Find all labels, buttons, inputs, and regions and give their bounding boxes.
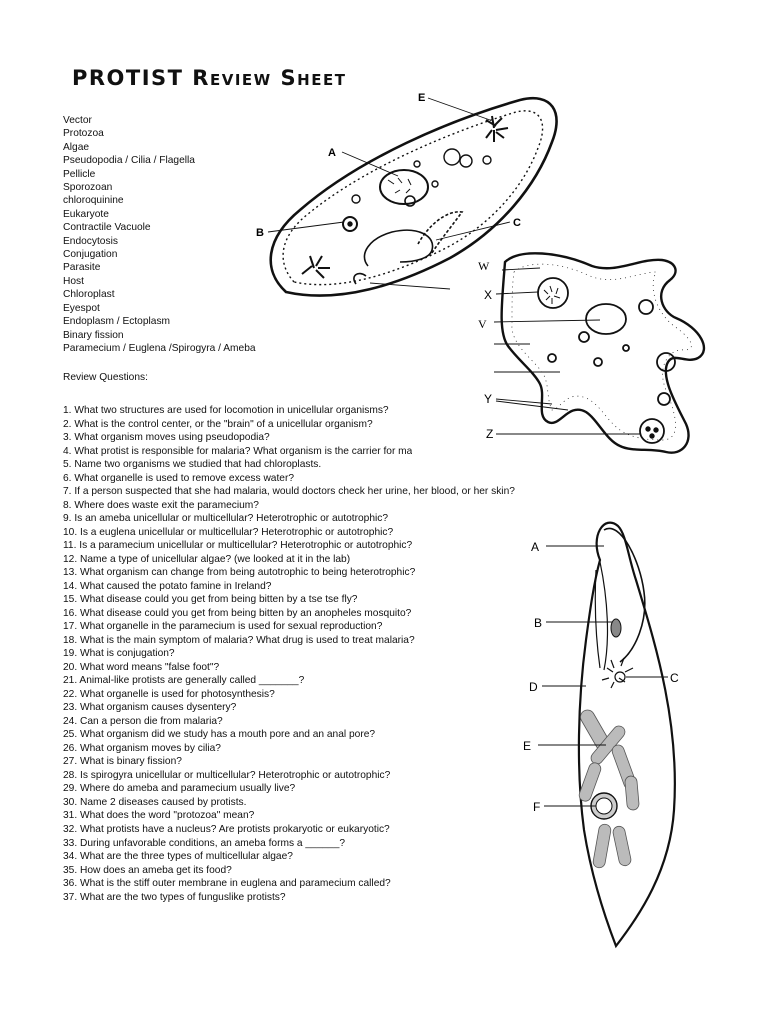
vocab-item: Protozoa — [63, 128, 104, 140]
question-item: 26. What organism moves by cilia? — [63, 742, 221, 754]
question-item: 20. What word means "false foot"? — [63, 661, 220, 673]
question-item: 15. What disease could you get from being bitten by a tse tse fly? — [63, 594, 358, 606]
question-item: 36. What is the stiff outer membrane in euglena and paramecium called? — [63, 878, 391, 890]
paramecium-label-a: A — [328, 147, 336, 159]
question-text: 4. What protist is responsible for malaria? What organism is the carrier for ma — [63, 445, 413, 457]
ameba-label-w: W — [478, 259, 490, 273]
question-item: 9. Is an ameba unicellular or multicellular? Heterotrophic or autotrophic? — [63, 513, 389, 525]
vocab-item: Contractile Vacuole — [63, 222, 151, 234]
question-item: 30. Name 2 diseases caused by protists. — [63, 796, 247, 808]
vocab-item: Sporozoan — [63, 182, 113, 194]
euglena-label-d: D — [529, 680, 538, 694]
question-item: 7. If a person suspected that she had malaria, would doctors check her urine, her blood, or her skin? — [63, 486, 515, 498]
question-item: 33. During unfavorable conditions, an ameba forms a ______? — [63, 837, 346, 849]
ameba-diagram — [494, 253, 704, 452]
question-item: 5. Name two organisms we studied that had chloroplasts. — [63, 459, 322, 471]
vocab-item: chloroquinine — [63, 195, 124, 207]
question-item: 24. Can a person die from malaria? — [63, 715, 223, 727]
vocab-item: Chloroplast — [63, 289, 115, 301]
paramecium-label-c: C — [513, 217, 521, 229]
vocab-item: Algae — [63, 141, 90, 153]
question-item: 19. What is conjugation? — [63, 648, 175, 660]
question-item: 6. What organelle is used to remove excess water? — [63, 472, 295, 484]
question-item: 2. What is the control center, or the "brain" of a unicellular organism? — [63, 418, 373, 430]
question-item: 8. Where does waste exit the paramecium? — [63, 499, 259, 511]
euglena-label-e: E — [523, 739, 532, 753]
ameba-label-z: Z — [486, 427, 494, 441]
vocab-item: Vector — [63, 115, 92, 126]
ameba-label-x: X — [484, 288, 493, 302]
question-item: 11. Is a paramecium unicellular or multicellular? Heterotrophic or autotrophic? — [63, 540, 413, 552]
question-item: 13. What organism can change from being autotrophic to being heterotrophic? — [63, 567, 416, 579]
question-item: 3. What organism moves using pseudopodia? — [63, 432, 270, 444]
question-item: 28. Is spirogyra unicellular or multicellular? Heterotrophic or autotrophic? — [63, 769, 391, 781]
question-item — [63, 445, 515, 459]
question-item: 25. What organism did we study has a mouth pore and an anal pore? — [63, 729, 376, 741]
question-item: 21. Animal-like protists are generally called _______? — [63, 675, 305, 687]
question-item: 23. What organism causes dysentery? — [63, 702, 237, 714]
vocab-item: Endoplasm / Ectoplasm — [63, 316, 171, 328]
question-item: 18. What is the main symptom of malaria? What drug is used to treat malaria? — [63, 634, 415, 646]
ameba-label-v: V — [478, 317, 487, 331]
euglena-diagram — [538, 523, 675, 946]
question-item: 27. What is binary fission? — [63, 756, 182, 768]
vocab-item: Pseudopodia / Cilia / Flagella — [63, 155, 195, 167]
vocab-item: Parasite — [63, 262, 101, 274]
page-title: PROTIST Review Sheet — [72, 66, 347, 90]
vocab-item: Host — [63, 275, 84, 287]
vocab-item: Eukaryote — [63, 208, 109, 220]
euglena-label-b: B — [534, 616, 543, 630]
question-item: 22. What organelle is used for photosynthesis? — [63, 688, 275, 700]
vocab-item: Endocytosis — [63, 235, 118, 247]
question-item: 29. Where do ameba and paramecium usually live? — [63, 783, 296, 795]
euglena-label-f: F — [533, 800, 541, 814]
question-item: 31. What does the word "protozoa" mean? — [63, 810, 255, 822]
question-item: 37. What are the two types of funguslike protists? — [63, 891, 286, 903]
vocab-item: Pellicle — [63, 168, 96, 180]
vocab-item: Paramecium / Euglena /Spirogyra / Ameba — [63, 342, 256, 354]
vocabulary-list — [63, 114, 256, 355]
ameba-label-y: Y — [484, 392, 493, 406]
question-item: 17. What organelle in the paramecium is used for sexual reproduction? — [63, 621, 383, 633]
question-item: 14. What caused the potato famine in Ireland? — [63, 580, 272, 592]
question-item: 34. What are the three types of multicellular algae? — [63, 851, 293, 863]
vocab-item: Eyespot — [63, 302, 100, 314]
euglena-label-c: C — [670, 671, 679, 685]
question-item: 16. What disease could you get from being bitten by an anopheles mosquito? — [63, 607, 412, 619]
euglena-label-a: A — [531, 540, 540, 554]
paramecium-label-b: B — [256, 227, 264, 239]
paramecium-diagram — [268, 98, 557, 296]
question-item: 10. Is a euglena unicellular or multicellular? Heterotrophic or autotrophic? — [63, 526, 394, 538]
question-item: 35. How does an ameba get its food? — [63, 864, 232, 876]
question-item: 1. What two structures are used for locomotion in unicellular organisms? — [63, 405, 389, 416]
question-item: 12. Name a type of unicellular algae? (we looked at it in the lab) — [63, 553, 351, 565]
question-list — [63, 404, 515, 904]
review-questions-heading: Review Questions: — [63, 372, 148, 383]
vocab-item: Conjugation — [63, 249, 118, 261]
question-item: 32. What protists have a nucleus? Are protists prokaryotic or eukaryotic? — [63, 823, 390, 835]
vocab-item: Binary fission — [63, 329, 124, 341]
paramecium-label-e: E — [418, 92, 426, 104]
